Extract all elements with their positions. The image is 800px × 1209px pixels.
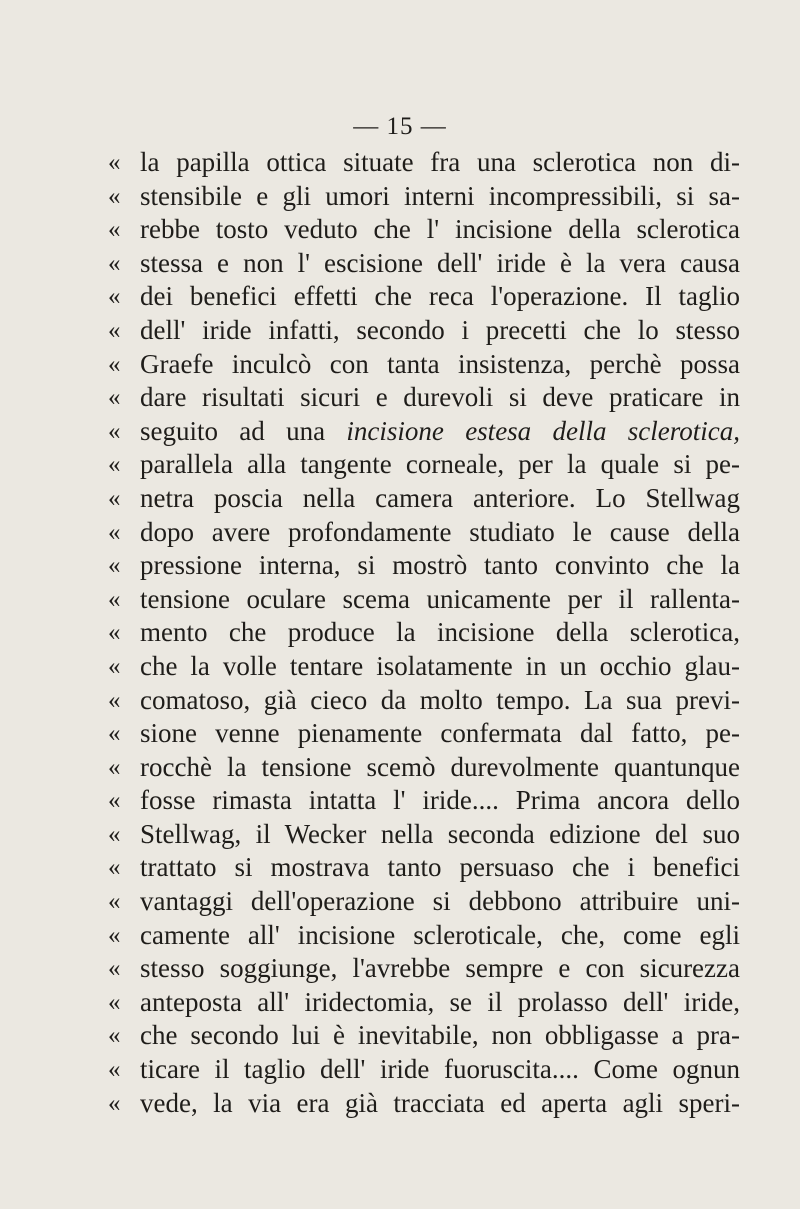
- line-text: dei benefici effetti che reca l'operazione. Il taglio: [140, 281, 740, 312]
- text-line: [108, 1087, 740, 1121]
- line-text: vede, la via era già tracciata ed aperta agli speri-: [140, 1087, 740, 1118]
- text-line: [108, 650, 740, 684]
- line-text: anteposta all' iridectomia, se il prolasso dell' iride,: [140, 986, 740, 1017]
- quote-mark: «: [108, 1056, 121, 1084]
- line-text: che la volle tentare isolatamente in un occhio glau-: [140, 650, 740, 681]
- quote-mark: «: [108, 249, 121, 277]
- quote-mark: «: [108, 216, 121, 244]
- text-line: [108, 381, 740, 415]
- line-text: rebbe tosto veduto che l' incisione della sclerotica: [140, 214, 740, 245]
- line-text: la papilla ottica situate fra una sclerotica non di-: [140, 147, 740, 177]
- line-text: pressione interna, si mostrò tanto convinto che la: [140, 550, 740, 581]
- line-text: stensibile e gli umori interni incompressibili, si sa-: [140, 180, 740, 211]
- quote-mark: «: [108, 955, 121, 983]
- quote-mark: «: [108, 619, 121, 647]
- line-text: Stellwag, il Wecker nella seconda edizione del suo: [140, 818, 740, 849]
- line-text: tensione oculare scema unicamente per il rallenta-: [140, 583, 740, 614]
- quote-mark: «: [108, 888, 121, 916]
- line-text: stesso soggiunge, l'avrebbe sempre e con sicurezza: [140, 953, 740, 984]
- quote-mark: «: [108, 283, 121, 311]
- quote-mark: «: [108, 652, 121, 680]
- line-text: che secondo lui è inevitabile, non obbligasse a pra-: [140, 1020, 740, 1051]
- text-line: [108, 549, 740, 583]
- line-text: stessa e non l' escisione dell' iride è la vera causa: [140, 247, 740, 278]
- quote-mark: «: [108, 552, 121, 580]
- text-line: [108, 784, 740, 818]
- line-text: ticare il taglio dell' iride fuoruscita.... Come ognun: [140, 1054, 740, 1085]
- quote-mark: «: [108, 1022, 121, 1050]
- text-line: [108, 583, 740, 617]
- quote-mark: «: [108, 787, 121, 815]
- text-line: [108, 986, 740, 1020]
- line-text: vantaggi dell'operazione si debbono attribuire uni-: [140, 886, 740, 917]
- line-text: dell' iride infatti, secondo i precetti che lo stesso: [140, 314, 740, 345]
- quote-mark: «: [108, 820, 121, 848]
- line-text: dare risultati sicuri e durevoli si deve praticare in: [140, 382, 740, 413]
- line-text: parallela alla tangente corneale, per la quale si pe-: [140, 449, 740, 480]
- text-line: [108, 516, 740, 550]
- text-line: [108, 348, 740, 382]
- text-line: [108, 314, 740, 348]
- line-text: Graefe inculcò con tanta insistenza, perchè possa: [140, 348, 740, 379]
- text-line: [108, 1053, 740, 1087]
- page-number: — 15 —: [353, 113, 447, 140]
- line-text: comatoso, già cieco da molto tempo. La sua previ-: [140, 684, 740, 715]
- quote-mark: «: [108, 720, 121, 748]
- quote-mark: «: [108, 316, 121, 344]
- text-line: [108, 885, 740, 919]
- line-text: sione venne pienamente confermata dal fatto, pe-: [140, 718, 740, 749]
- text-line: [108, 818, 740, 852]
- quote-mark: «: [108, 1089, 121, 1117]
- text-line: [108, 247, 740, 281]
- quote-mark: «: [108, 484, 121, 512]
- line-text: rocchè la tensione scemò durevolmente quantunque: [140, 751, 740, 782]
- line-text: mento che produce la incisione della sclerotica,: [140, 617, 740, 648]
- text-line: [108, 213, 740, 247]
- text-line: [108, 415, 741, 449]
- quote-mark: «: [108, 518, 121, 546]
- quote-mark: «: [108, 988, 121, 1016]
- line-text: fosse rimasta intatta l' iride.... Prima ancora dello: [140, 785, 740, 816]
- text-line: [108, 180, 740, 214]
- quote-mark: «: [108, 753, 121, 781]
- text-line: [108, 146, 740, 180]
- quote-mark: «: [108, 854, 121, 882]
- text-line: [108, 717, 740, 751]
- text-line: [108, 952, 740, 986]
- quote-mark: «: [108, 686, 121, 714]
- text-line: [108, 280, 740, 314]
- quote-mark: «: [108, 451, 121, 479]
- line-text: trattato si mostrava tanto persuaso che i benefici: [140, 852, 740, 883]
- quote-mark: «: [108, 384, 121, 412]
- text-line: [108, 1019, 740, 1053]
- line-text: netra poscia nella camera anteriore. Lo Stellwag: [140, 482, 740, 513]
- quote-mark: «: [108, 149, 121, 176]
- quote-mark: «: [108, 350, 121, 378]
- line-text: camente all' incisione scleroticale, che, come egli: [140, 919, 740, 950]
- italic-phrase: incisione estesa della sclerotica,: [346, 415, 741, 446]
- text-line: [108, 919, 740, 953]
- text-line: [108, 482, 740, 516]
- quote-mark: «: [108, 182, 121, 210]
- line-text: seguito ad una: [140, 415, 347, 446]
- text-line: [108, 448, 740, 482]
- line-text: dopo avere profondamente studiato le cause della: [140, 516, 740, 547]
- text-line: [108, 851, 740, 885]
- quote-mark: «: [108, 417, 121, 445]
- text-line: [108, 616, 740, 650]
- text-line: [108, 751, 740, 785]
- quote-mark: «: [108, 921, 121, 949]
- quote-mark: «: [108, 585, 121, 613]
- body-text: [108, 146, 741, 1120]
- text-line: [108, 684, 740, 718]
